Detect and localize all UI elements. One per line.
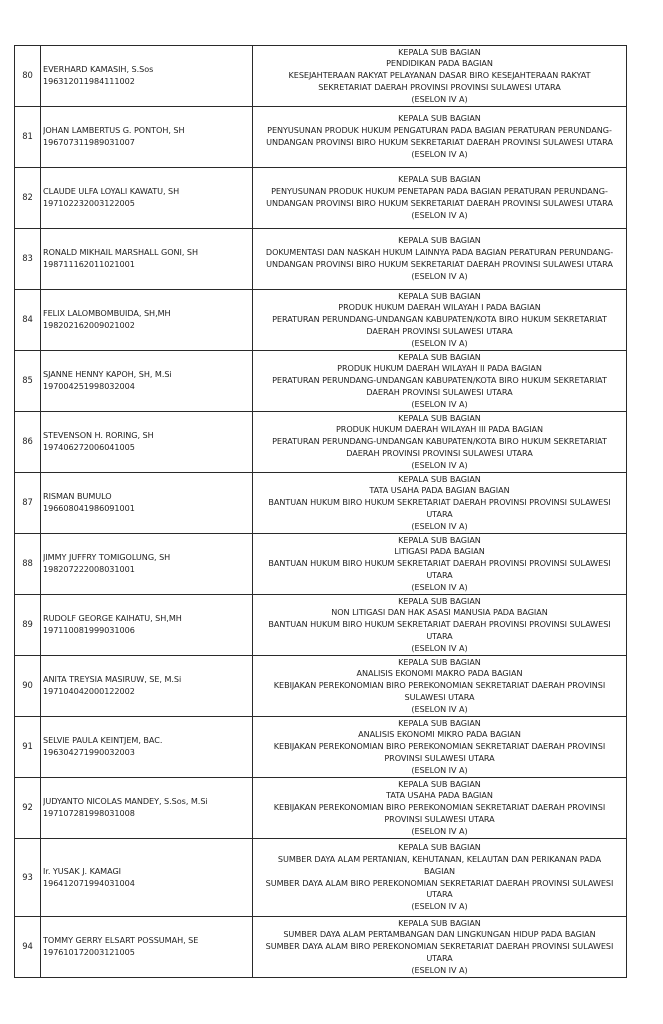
position-echelon: (ESELON IV A) (411, 764, 468, 775)
table-row (15, 351, 627, 412)
position-unit-line: UTARA (426, 952, 453, 963)
position-unit-line: PRODUK HUKUM DAERAH WILAYAH I PADA BAGIAN (338, 302, 541, 313)
position-unit-line: SUMBER DAYA ALAM BIRO PEREKONOMIAN SEKRETARIAT DAERAH PROVINSI SULAWESI (265, 941, 614, 952)
position-cell (253, 107, 627, 168)
position-cell (253, 839, 627, 917)
position-echelon: (ESELON IV A) (411, 148, 468, 159)
employee-cell (41, 839, 253, 917)
position-title: KEPALA SUB BAGIAN (398, 842, 481, 853)
table-row (15, 290, 627, 351)
table-row (15, 917, 627, 978)
row-number: 94 (15, 917, 41, 978)
position-unit-line: PRODUK HUKUM DAERAH WILAYAH II PADA BAGIAN (337, 363, 542, 374)
employee-name: FELIX LALOMBOMBUIDA, SH,MH (43, 308, 171, 319)
position-unit-line: KEBIJAKAN PEREKONOMIAN BIRO PEREKONOMIAN SEKRETARIAT DAERAH PROVINSI (273, 802, 606, 813)
position-unit-line: PERATURAN PERUNDANG-UNDANGAN KABUPATEN/KOTA BIRO HUKUM SEKRETARIAT (272, 314, 607, 325)
position-unit-line: PERATURAN PERUNDANG-UNDANGAN KABUPATEN/KOTA BIRO HUKUM SEKRETARIAT (272, 436, 607, 447)
table-row (15, 595, 627, 656)
table-row (15, 46, 627, 107)
position-unit-line: TATA USAHA PADA BAGIAN (386, 790, 493, 801)
position-unit-line: SULAWESI UTARA (404, 691, 475, 702)
employee-cell (41, 412, 253, 473)
row-number: 82 (15, 168, 41, 229)
position-cell (253, 717, 627, 778)
position-title: KEPALA SUB BAGIAN (398, 290, 481, 301)
position-echelon: (ESELON IV A) (411, 337, 468, 348)
employee-nip: 196312011984111002 (43, 76, 135, 86)
position-title: KEPALA SUB BAGIAN (398, 473, 481, 484)
row-number: 90 (15, 656, 41, 717)
position-title: KEPALA SUB BAGIAN (398, 113, 481, 124)
employee-name: EVERHARD KAMASIH, S.Sos (43, 64, 154, 75)
position-unit-line: UNDANGAN PROVINSI BIRO HUKUM SEKRETARIAT DAERAH PROVINSI SULAWESI UTARA (266, 259, 613, 269)
table-row (15, 473, 627, 534)
position-echelon: (ESELON IV A) (411, 964, 468, 975)
employee-cell (41, 290, 253, 351)
position-cell (253, 917, 627, 978)
table-row (15, 778, 627, 839)
row-number: 83 (15, 229, 41, 290)
position-title: KEPALA SUB BAGIAN (398, 595, 481, 606)
employee-nip: 197406272006041005 (43, 442, 135, 452)
employee-name: RONALD MIKHAIL MARSHALL GONI, SH (43, 247, 199, 258)
position-title: KEPALA SUB BAGIAN (398, 917, 481, 928)
employee-nip: 196707311989031007 (43, 137, 135, 147)
position-unit-line: PENDIDIKAN PADA BAGIAN (386, 58, 493, 69)
row-number: 88 (15, 534, 41, 595)
employee-cell (41, 351, 253, 412)
position-unit-line: SUMBER DAYA ALAM PERTAMBANGAN DAN LINGKUNGAN HIDUP PADA BAGIAN (283, 929, 596, 940)
position-unit-line: KESEJAHTERAAN RAKYAT PELAYANAN DASAR BIRO KESEJAHTERAAN RAKYAT (288, 70, 591, 81)
employee-cell (41, 473, 253, 534)
position-cell (253, 473, 627, 534)
row-number: 92 (15, 778, 41, 839)
table-body (15, 46, 627, 978)
employee-name: STEVENSON H. RORING, SH (43, 430, 154, 441)
employee-cell (41, 595, 253, 656)
table-row (15, 534, 627, 595)
employee-name: SELVIE PAULA KEINTJEM, BAC. (43, 735, 163, 746)
position-echelon: (ESELON IV A) (411, 209, 468, 220)
employee-cell (41, 229, 253, 290)
employee-nip: 198202162009021002 (43, 320, 135, 330)
employee-cell (41, 717, 253, 778)
employee-nip: 198711162011021001 (43, 259, 135, 269)
position-echelon: (ESELON IV A) (411, 459, 468, 470)
position-unit-line: DOKUMENTASI DAN NASKAH HUKUM LAINNYA PADA BAGIAN PERATURAN PERUNDANG- (265, 247, 614, 258)
position-echelon: (ESELON IV A) (411, 901, 468, 912)
row-number: 91 (15, 717, 41, 778)
position-unit-line: UNDANGAN PROVINSI BIRO HUKUM SEKRETARIAT DAERAH PROVINSI SULAWESI UTARA (266, 137, 613, 147)
document-page (14, 45, 626, 978)
position-unit-line: PRODUK HUKUM DAERAH WILAYAH III PADA BAGIAN (335, 424, 544, 435)
employee-nip: 197107281998031008 (43, 808, 135, 818)
employee-cell (41, 917, 253, 978)
position-unit-line: BAGIAN (424, 865, 455, 876)
row-number: 89 (15, 595, 41, 656)
employee-cell (41, 534, 253, 595)
employee-name: JOHAN LAMBERTUS G. PONTOH, SH (43, 125, 185, 136)
employee-name: RUDOLF GEORGE KAIHATU, SH,MH (43, 613, 182, 624)
position-unit-line: ANALISIS EKONOMI MIKRO PADA BAGIAN (358, 729, 521, 740)
employee-cell (41, 168, 253, 229)
position-echelon: (ESELON IV A) (411, 581, 468, 592)
employee-nip: 196304271990032003 (43, 747, 135, 757)
employee-nip: 197004251998032004 (43, 381, 135, 391)
table-row (15, 412, 627, 473)
employee-nip: 197110081999031006 (43, 625, 135, 635)
position-title: KEPALA SUB BAGIAN (398, 235, 481, 246)
position-title: KEPALA SUB BAGIAN (398, 351, 481, 362)
employee-cell (41, 46, 253, 107)
position-title: KEPALA SUB BAGIAN (398, 534, 481, 545)
position-cell (253, 412, 627, 473)
employee-name: JUDYANTO NICOLAS MANDEY, S.Sos, M.Si (43, 796, 208, 807)
row-number: 87 (15, 473, 41, 534)
employee-nip: 197610172003121005 (43, 947, 135, 957)
position-echelon: (ESELON IV A) (411, 520, 468, 531)
position-echelon: (ESELON IV A) (411, 398, 468, 409)
employee-nip: 197102232003122005 (43, 198, 135, 208)
employee-name: TOMMY GERRY ELSART POSSUMAH, SE (43, 935, 199, 946)
position-unit-line: PENYUSUNAN PRODUK HUKUM PENGATURAN PADA BAGIAN PERATURAN PERUNDANG- (267, 125, 612, 136)
position-cell (253, 351, 627, 412)
position-unit-line: ANALISIS EKONOMI MAKRO PADA BAGIAN (356, 668, 523, 679)
position-unit-line: UNDANGAN PROVINSI BIRO HUKUM SEKRETARIAT DAERAH PROVINSI SULAWESI UTARA (266, 198, 613, 208)
position-unit-line: LITIGASI PADA BAGIAN (394, 546, 485, 557)
position-unit-line: NON LITIGASI DAN HAK ASASI MANUSIA PADA BAGIAN (331, 607, 548, 618)
position-unit-line: BANTUAN HUKUM BIRO HUKUM SEKRETARIAT DAERAH PROVINSI PROVINSI SULAWESI (268, 619, 611, 630)
position-unit-line: SUMBER DAYA ALAM BIRO PEREKONOMIAN SEKRETARIAT DAERAH PROVINSI SULAWESI (265, 877, 614, 888)
position-unit-line: BANTUAN HUKUM BIRO HUKUM SEKRETARIAT DAERAH PROVINSI PROVINSI SULAWESI (268, 558, 611, 569)
table-row (15, 107, 627, 168)
table-row (15, 168, 627, 229)
position-unit-line: SUMBER DAYA ALAM PERTANIAN, KEHUTANAN, KELAUTAN DAN PERIKANAN PADA (277, 853, 602, 864)
position-unit-line: UTARA (426, 569, 453, 580)
table-row (15, 839, 627, 917)
employee-cell (41, 107, 253, 168)
employee-nip: 198207222008031001 (43, 564, 135, 574)
position-unit-line: PROVINSI SULAWESI UTARA (384, 752, 495, 763)
position-cell (253, 595, 627, 656)
employee-cell (41, 656, 253, 717)
position-cell (253, 46, 627, 107)
position-echelon: (ESELON IV A) (411, 825, 468, 836)
position-unit-line: UTARA (426, 630, 453, 641)
position-title: KEPALA SUB BAGIAN (398, 778, 481, 789)
position-cell (253, 534, 627, 595)
position-unit-line: KEBIJAKAN PEREKONOMIAN BIRO PEREKONOMIAN SEKRETARIAT DAERAH PROVINSI (273, 741, 606, 752)
position-title: KEPALA SUB BAGIAN (398, 412, 481, 423)
row-number: 86 (15, 412, 41, 473)
position-title: KEPALA SUB BAGIAN (398, 174, 481, 185)
position-unit-line: UTARA (426, 508, 453, 519)
row-number: 93 (15, 839, 41, 917)
employee-name: SJANNE HENNY KAPOH, SH, M.Si (43, 369, 172, 380)
employee-nip: 196608041986091001 (43, 503, 135, 513)
position-title: KEPALA SUB BAGIAN (398, 656, 481, 667)
table-row (15, 717, 627, 778)
position-title: KEPALA SUB BAGIAN (398, 717, 481, 728)
table-row (15, 229, 627, 290)
row-number: 81 (15, 107, 41, 168)
position-unit-line: DAERAH PROVINSI SULAWESI UTARA (366, 386, 513, 397)
position-unit-line: UTARA (426, 889, 453, 900)
position-echelon: (ESELON IV A) (411, 270, 468, 281)
position-unit-line: PERATURAN PERUNDANG-UNDANGAN KABUPATEN/KOTA BIRO HUKUM SEKRETARIAT (272, 375, 607, 386)
position-echelon: (ESELON IV A) (411, 93, 468, 104)
position-echelon: (ESELON IV A) (411, 642, 468, 653)
employee-nip: 196412071994031004 (43, 877, 135, 888)
position-unit-line: KEBIJAKAN PEREKONOMIAN BIRO PEREKONOMIAN SEKRETARIAT DAERAH PROVINSI (273, 680, 606, 691)
position-cell (253, 229, 627, 290)
employee-cell (41, 778, 253, 839)
row-number: 80 (15, 46, 41, 107)
position-cell (253, 778, 627, 839)
employee-name: Ir. YUSAK J. KAMAGI (43, 865, 122, 876)
position-unit-line: PENYUSUNAN PRODUK HUKUM PENETAPAN PADA BAGIAN PERATURAN PERUNDANG- (271, 186, 608, 197)
employee-name: RISMAN BUMULO (43, 491, 112, 502)
position-unit-line: PROVINSI SULAWESI UTARA (384, 813, 495, 824)
position-echelon: (ESELON IV A) (411, 703, 468, 714)
position-unit-line: BANTUAN HUKUM BIRO HUKUM SEKRETARIAT DAERAH PROVINSI PROVINSI SULAWESI (268, 497, 611, 508)
employee-name: CLAUDE ULFA LOYALI KAWATU, SH (43, 186, 180, 197)
position-cell (253, 290, 627, 351)
row-number: 85 (15, 351, 41, 412)
position-unit-line: DAERAH PROVINSI SULAWESI UTARA (366, 325, 513, 336)
position-title: KEPALA SUB BAGIAN (398, 46, 481, 57)
position-unit-line: DAERAH PROVINSI PROVINSI SULAWESI UTARA (346, 447, 533, 458)
employee-name: ANITA TREYSIA MASIRUW, SE, M.Si (43, 674, 182, 685)
position-unit-line: SEKRETARIAT DAERAH PROVINSI PROVINSI SULAWESI UTARA (318, 81, 561, 92)
position-unit-line: TATA USAHA PADA BAGIAN BAGIAN (369, 485, 510, 496)
employee-name: JIMMY JUFFRY TOMIGOLUNG, SH (43, 552, 171, 563)
table-row (15, 656, 627, 717)
employee-nip: 197104042000122002 (43, 686, 135, 696)
position-cell (253, 656, 627, 717)
official-appointment-table (14, 45, 627, 978)
row-number: 84 (15, 290, 41, 351)
position-cell (253, 168, 627, 229)
